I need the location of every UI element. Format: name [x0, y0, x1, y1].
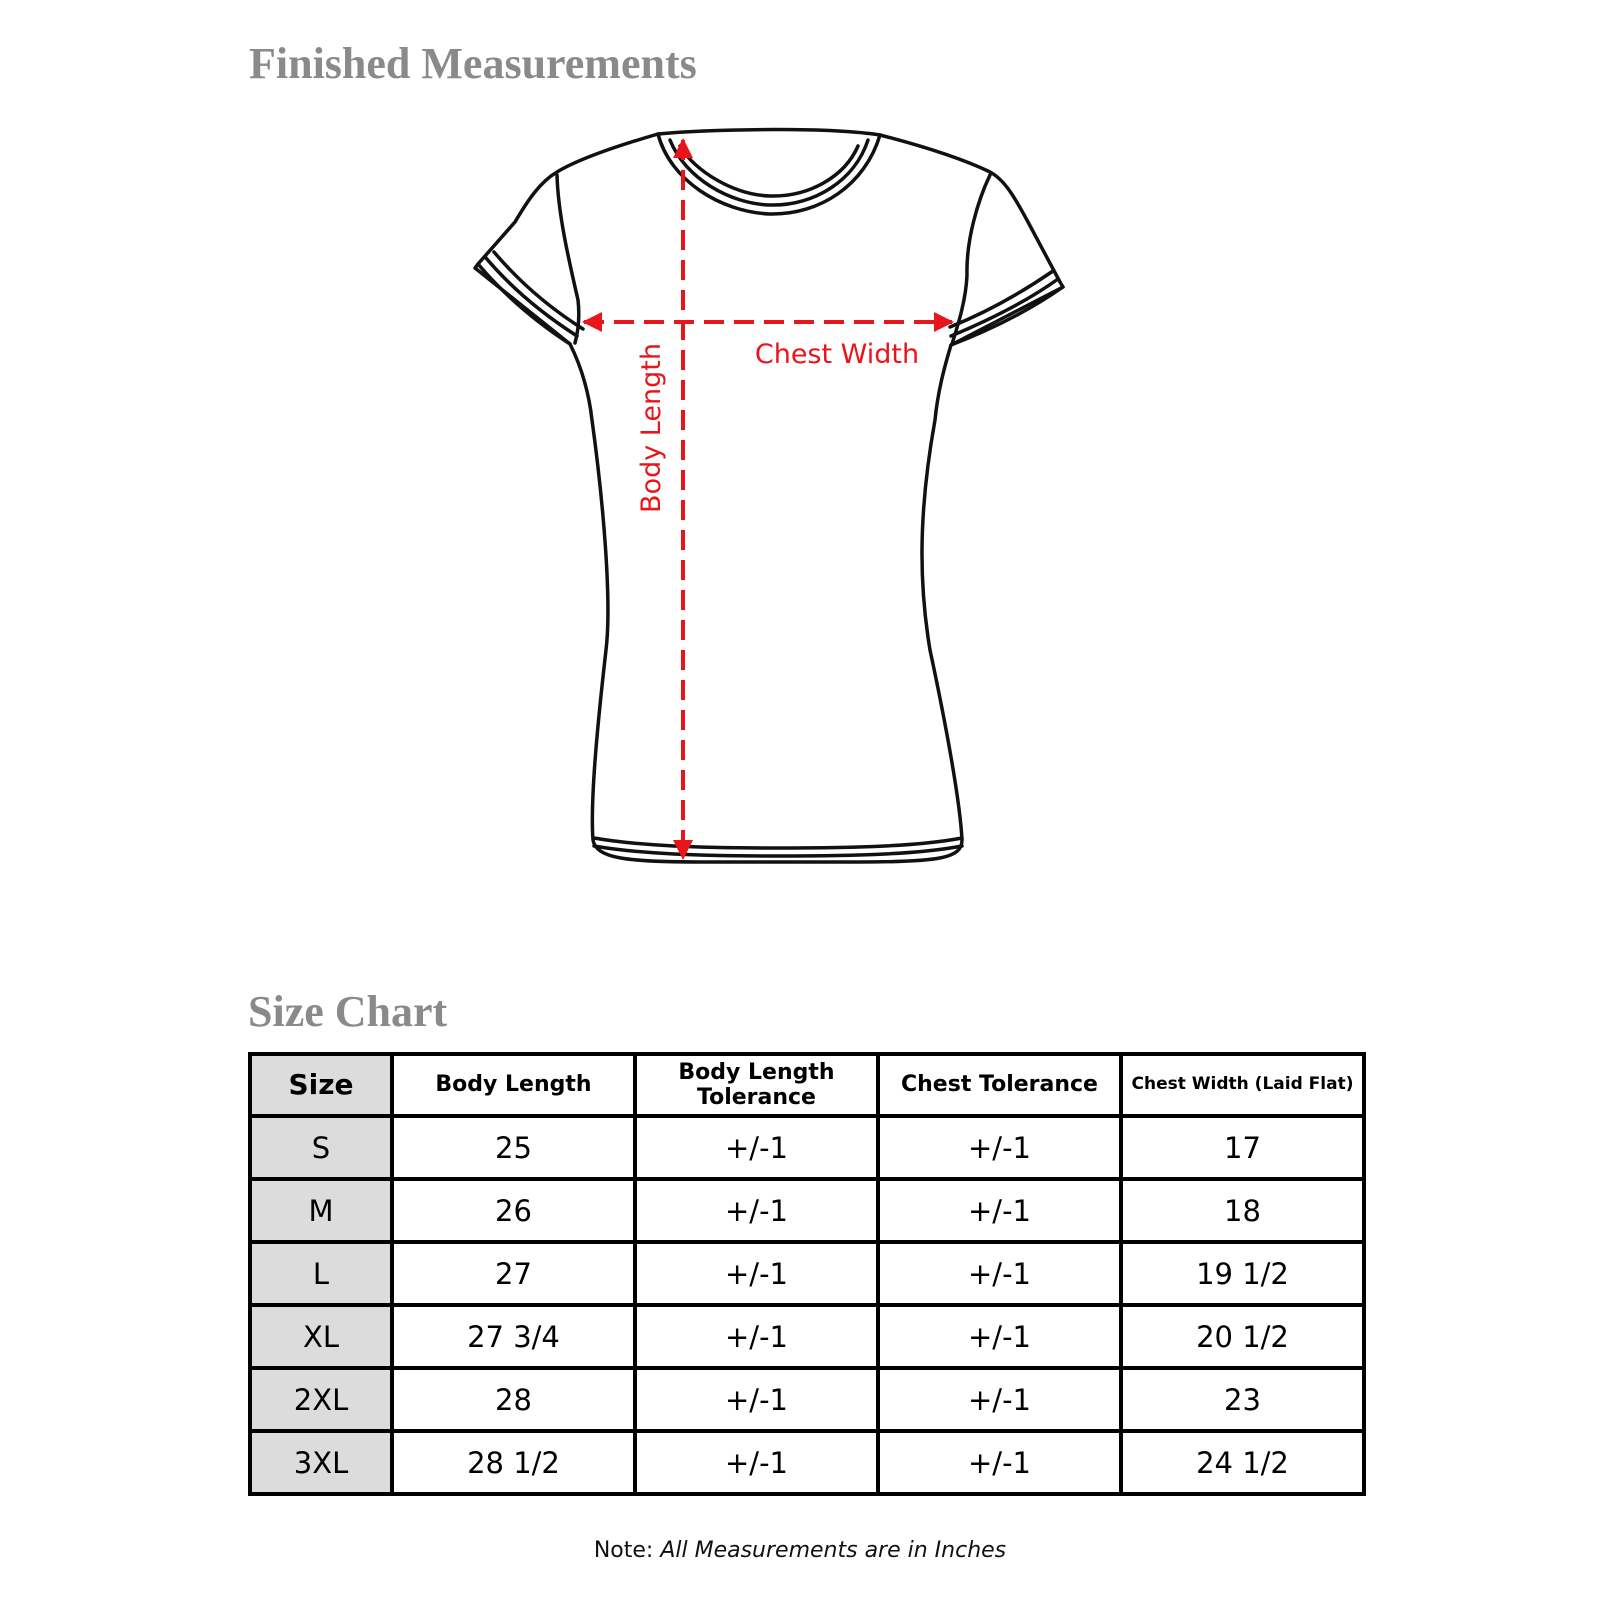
size-cell: L — [250, 1242, 392, 1305]
chest-tolerance-cell: +/-1 — [878, 1179, 1121, 1242]
measurement-note — [0, 1538, 1600, 1563]
table-row — [250, 1116, 1364, 1179]
tshirt-outline-icon — [475, 130, 1063, 862]
chest-width-cell: 24 1/2 — [1121, 1431, 1364, 1494]
chest-tolerance-cell: +/-1 — [878, 1305, 1121, 1368]
table-row — [250, 1242, 1364, 1305]
table-row — [250, 1431, 1364, 1494]
body-tolerance-cell: +/-1 — [635, 1242, 878, 1305]
body-tolerance-cell: +/-1 — [635, 1179, 878, 1242]
body-length-cell: 27 3/4 — [392, 1305, 635, 1368]
header-size: Size — [250, 1054, 392, 1116]
size-cell: S — [250, 1116, 392, 1179]
chest-tolerance-cell: +/-1 — [878, 1242, 1121, 1305]
table-row — [250, 1179, 1364, 1242]
chest-width-cell: 23 — [1121, 1368, 1364, 1431]
size-chart-table — [248, 1052, 1366, 1496]
chest-tolerance-cell: +/-1 — [878, 1116, 1121, 1179]
chest-width-cell: 18 — [1121, 1179, 1364, 1242]
body-tolerance-cell: +/-1 — [635, 1116, 878, 1179]
body-length-label: Body Length — [636, 343, 667, 513]
chest-width-cell: 17 — [1121, 1116, 1364, 1179]
note-prefix: Note: — [593, 1538, 661, 1563]
header-chest-tolerance: Chest Tolerance — [878, 1054, 1121, 1116]
header-body-length-tolerance: Body Length Tolerance — [635, 1054, 878, 1116]
chest-width-label: Chest Width — [754, 339, 920, 370]
size-cell: M — [250, 1179, 392, 1242]
chest-width-cell: 20 1/2 — [1121, 1305, 1364, 1368]
chest-width-cell: 19 1/2 — [1121, 1242, 1364, 1305]
body-length-cell: 28 — [392, 1368, 635, 1431]
body-length-cell: 27 — [392, 1242, 635, 1305]
note-text: All Measurements are in Inches — [660, 1538, 1007, 1563]
size-cell: 3XL — [250, 1431, 392, 1494]
body-length-cell: 25 — [392, 1116, 635, 1179]
table-header-row — [250, 1054, 1364, 1116]
size-cell: XL — [250, 1305, 392, 1368]
chest-tolerance-cell: +/-1 — [878, 1368, 1121, 1431]
header-body-length: Body Length — [392, 1054, 635, 1116]
measurements-title: Finished Measurements — [249, 39, 697, 88]
body-tolerance-cell: +/-1 — [635, 1431, 878, 1494]
size-cell: 2XL — [250, 1368, 392, 1431]
body-length-cell: 28 1/2 — [392, 1431, 635, 1494]
table-row — [250, 1305, 1364, 1368]
header-chest-width: Chest Width (Laid Flat) — [1121, 1054, 1364, 1116]
size-chart-title: Size Chart — [248, 987, 448, 1036]
body-tolerance-cell: +/-1 — [635, 1368, 878, 1431]
chest-tolerance-cell: +/-1 — [878, 1431, 1121, 1494]
body-tolerance-cell: +/-1 — [635, 1305, 878, 1368]
table-row — [250, 1368, 1364, 1431]
body-length-cell: 26 — [392, 1179, 635, 1242]
